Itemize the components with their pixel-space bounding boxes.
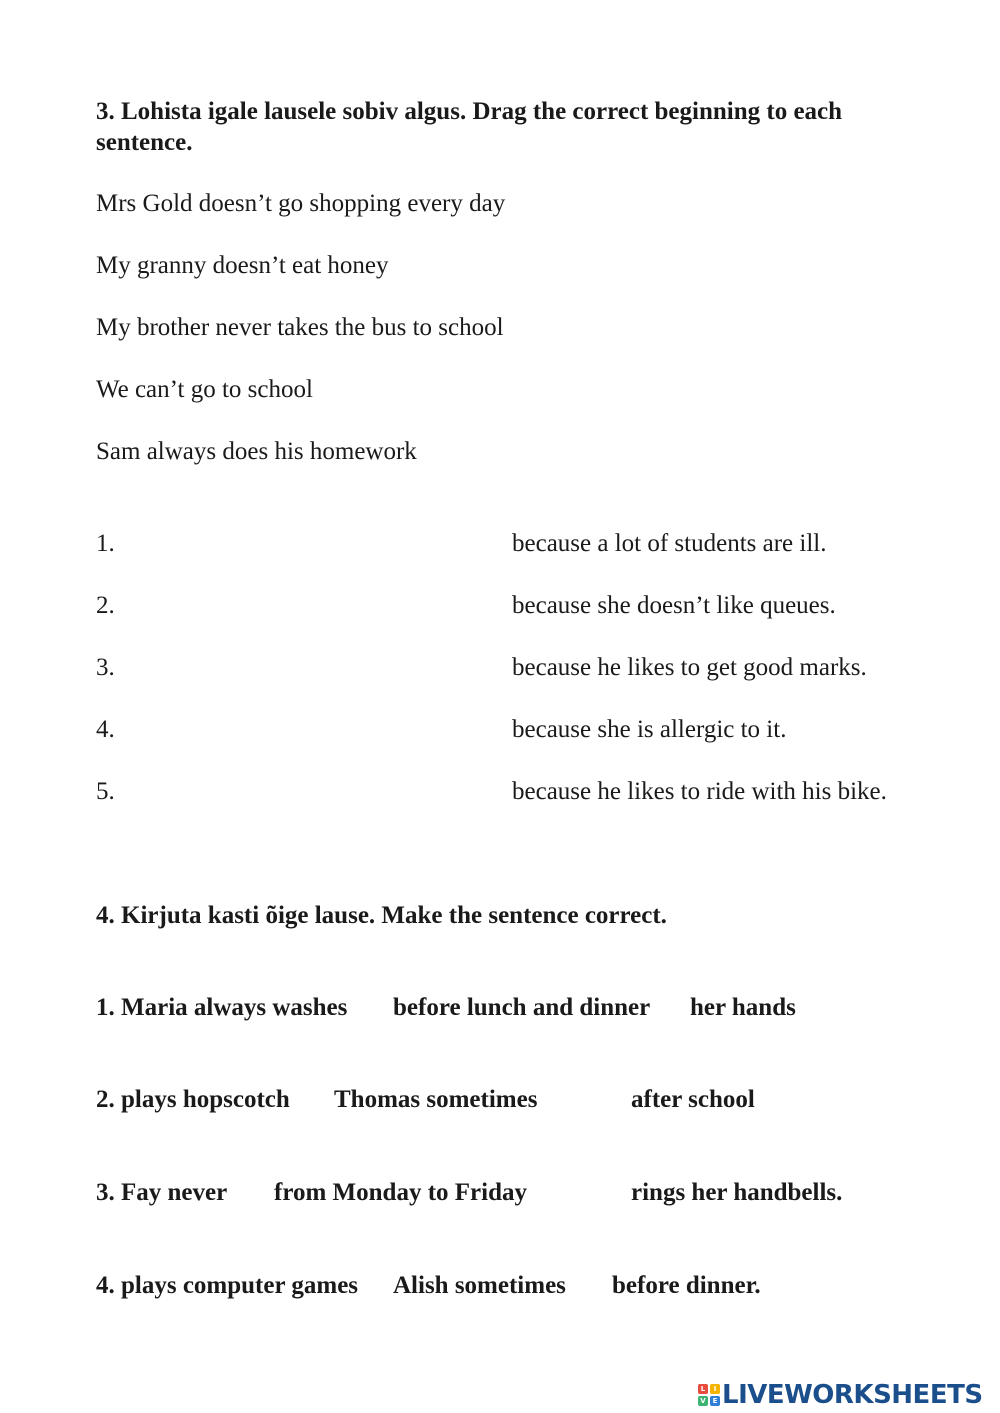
row-2-part-1: 2. plays hopscotch [96, 1086, 290, 1113]
beginning-option-4[interactable]: We can’t go to school [96, 376, 313, 403]
beginning-option-5[interactable]: Sam always does his homework [96, 438, 417, 465]
item-ending-2: because she doesn’t like queues. [512, 592, 836, 619]
row-1-part-3: her hands [690, 994, 796, 1021]
row-2-part-3: after school [631, 1086, 755, 1113]
beginning-option-2[interactable]: My granny doesn’t eat honey [96, 252, 389, 279]
item-number-1: 1. [96, 530, 115, 557]
row-2-part-2: Thomas sometimes [334, 1086, 538, 1113]
logo-block-e: E [710, 1396, 720, 1406]
row-4-part-1: 4. plays computer games [96, 1272, 359, 1299]
logo-block-l: L [698, 1384, 708, 1394]
liveworksheets-logo[interactable] [698, 1378, 983, 1412]
item-ending-1: because a lot of students are ill. [512, 530, 827, 557]
row-1-part-2: before lunch and dinner [393, 994, 651, 1021]
exercise-3-heading: 3. Lohista igale lausele sobiv algus. Drag the correct beginning to each sentence. [96, 98, 843, 156]
item-ending-4: because she is allergic to it. [512, 716, 787, 743]
item-number-2: 2. [96, 592, 115, 619]
liveworksheets-blocks-icon [698, 1384, 720, 1406]
row-1-part-1: 1. Maria always washes [96, 994, 348, 1021]
row-4-part-3: before dinner. [612, 1272, 761, 1299]
exercise-4-heading: 4. Kirjuta kasti õige lause. Make the sentence correct. [96, 902, 667, 929]
item-ending-3: because he likes to get good marks. [512, 654, 867, 681]
row-4-part-2: Alish sometimes [393, 1272, 566, 1299]
row-3-part-3: rings her handbells. [631, 1179, 843, 1206]
item-ending-5: because he likes to ride with his bike. [512, 778, 887, 805]
beginning-option-1[interactable]: Mrs Gold doesn’t go shopping every day [96, 190, 506, 217]
logo-block-i: I [710, 1384, 720, 1394]
item-number-4: 4. [96, 716, 115, 743]
logo-block-v: V [698, 1396, 708, 1406]
beginning-option-3[interactable]: My brother never takes the bus to school [96, 314, 504, 341]
item-number-3: 3. [96, 654, 115, 681]
item-number-5: 5. [96, 778, 115, 805]
row-3-part-1: 3. Fay never [96, 1179, 228, 1206]
row-3-part-2: from Monday to Friday [274, 1179, 527, 1206]
logo-text: LIVEWORKSHEETS [722, 1380, 983, 1410]
